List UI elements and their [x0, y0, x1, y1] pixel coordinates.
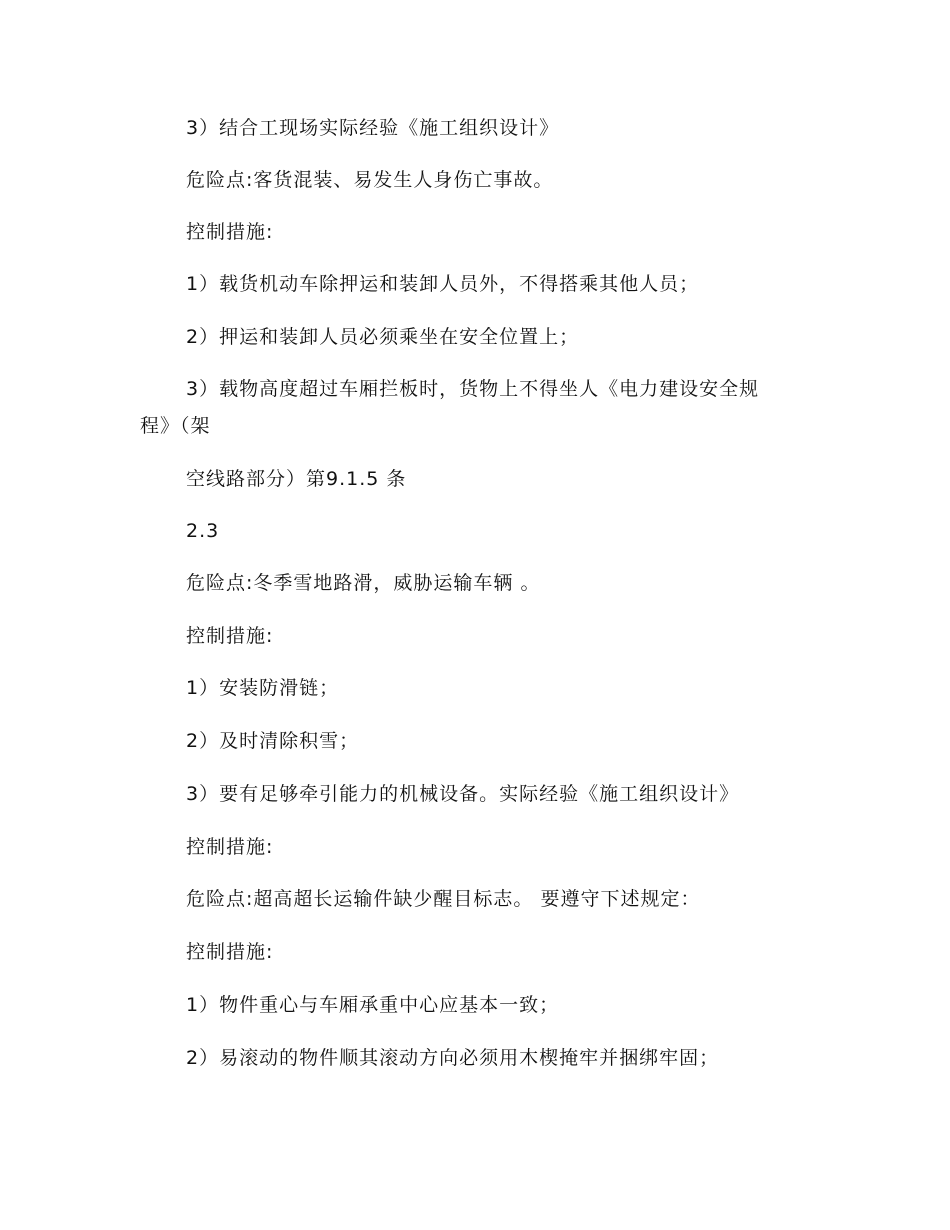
- text-line: 控制措施:: [186, 221, 274, 243]
- text-line: 危险点:客货混装、易发生人身伤亡事故。: [186, 169, 554, 191]
- text-line: 程》（架: [140, 415, 211, 437]
- text-line: 3）要有足够牵引能力的机械设备。实际经验《施工组织设计》: [186, 783, 740, 805]
- text-line: 2）押运和装卸人员必须乘坐在安全位置上；: [186, 326, 580, 348]
- text-line: 2）易滚动的物件顺其滚动方向必须用木楔掩牢并捆绑牢固；: [186, 1047, 720, 1069]
- text-line: 危险点:冬季雪地路滑，威胁运输车辆 。: [186, 572, 541, 594]
- text-line: 1）安装防滑链；: [186, 677, 340, 699]
- text-line: 1）载货机动车除押运和装卸人员外，不得搭乘其他人员；: [186, 273, 700, 295]
- text-line: 2.3: [186, 520, 220, 542]
- text-line: 2）及时清除积雪；: [186, 730, 360, 752]
- text-line: 危险点:超高超长运输件缺少醒目标志。 要遵守下述规定：: [186, 888, 701, 910]
- text-line: 控制措施:: [186, 941, 274, 963]
- text-line: 3）结合工现场实际经验《施工组织设计》: [186, 117, 560, 139]
- text-line: 空线路部分）第9.1.5 条: [186, 468, 407, 490]
- text-line: 3）载物高度超过车厢拦板时，货物上不得坐人《电力建设安全规: [186, 378, 760, 400]
- text-line: 控制措施:: [186, 625, 274, 647]
- text-line: 1）物件重心与车厢承重中心应基本一致；: [186, 994, 560, 1016]
- text-line: 控制措施:: [186, 836, 274, 858]
